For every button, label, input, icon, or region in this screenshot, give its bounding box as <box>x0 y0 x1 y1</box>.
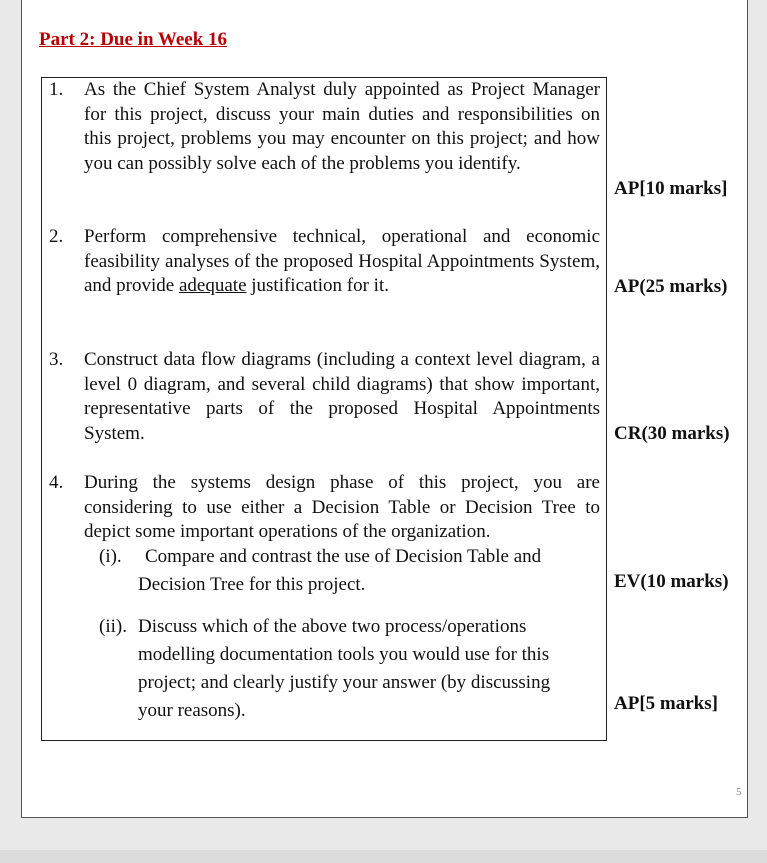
question-3-number: 3. <box>49 349 64 370</box>
page-number: 5 <box>736 786 742 798</box>
question-3-text: Construct data flow diagrams (including a context level diagram, a level 0 diagram, and several child diagrams) that show important, representative parts of the proposed Hospital Appointments System. <box>84 349 600 444</box>
subpart-ii-marks: AP[5 marks] <box>614 693 718 714</box>
question-1-number: 1. <box>49 79 64 100</box>
question-2-marks: AP(25 marks) <box>614 276 728 297</box>
document-page <box>21 0 748 818</box>
subpart-ii-text: Discuss which of the above two process/operations modelling documentation tools you would use for this project; and clearly justify your answer (by discussing your reasons). <box>138 616 551 721</box>
questions-box <box>41 77 607 741</box>
part-heading <box>39 29 227 51</box>
question-2-number: 2. <box>49 226 64 247</box>
question-1-marks: AP[10 marks] <box>614 178 728 199</box>
question-2-text <box>84 225 600 299</box>
subpart-i-text: Compare and contrast the use of Decision Table and Decision Tree for this project. <box>138 546 542 595</box>
question-4-number: 4. <box>49 472 64 493</box>
question-3-marks: CR(30 marks) <box>614 423 730 444</box>
part-label: Part 2: <box>39 29 96 50</box>
subpart-ii-label: (ii). <box>99 616 127 637</box>
subpart-i-marks: EV(10 marks) <box>614 571 729 592</box>
question-2-underlined-word: adequate <box>178 275 247 296</box>
question-2-text-after: justification for it. <box>246 275 389 296</box>
question-2-text-before: Perform comprehensive technical, operational and economic feasibility analyses of the proposed Hospital Appointments System, and provide <box>84 226 600 296</box>
subpart-i-label: (i). <box>99 546 122 567</box>
due-label: Due in Week 16 <box>100 29 228 50</box>
viewer-bottom-bar <box>0 850 767 863</box>
question-4-text: During the systems design phase of this project, you are considering to use either a Decision Table or Decision Tree to depict some important operations of the organization. <box>84 472 600 542</box>
question-1-text: As the Chief System Analyst duly appointed as Project Manager for this project, discuss your main duties and responsibilities on this project, problems you may encounter on this project; and how you can possibly solve each of the problems you identify. <box>84 79 600 174</box>
